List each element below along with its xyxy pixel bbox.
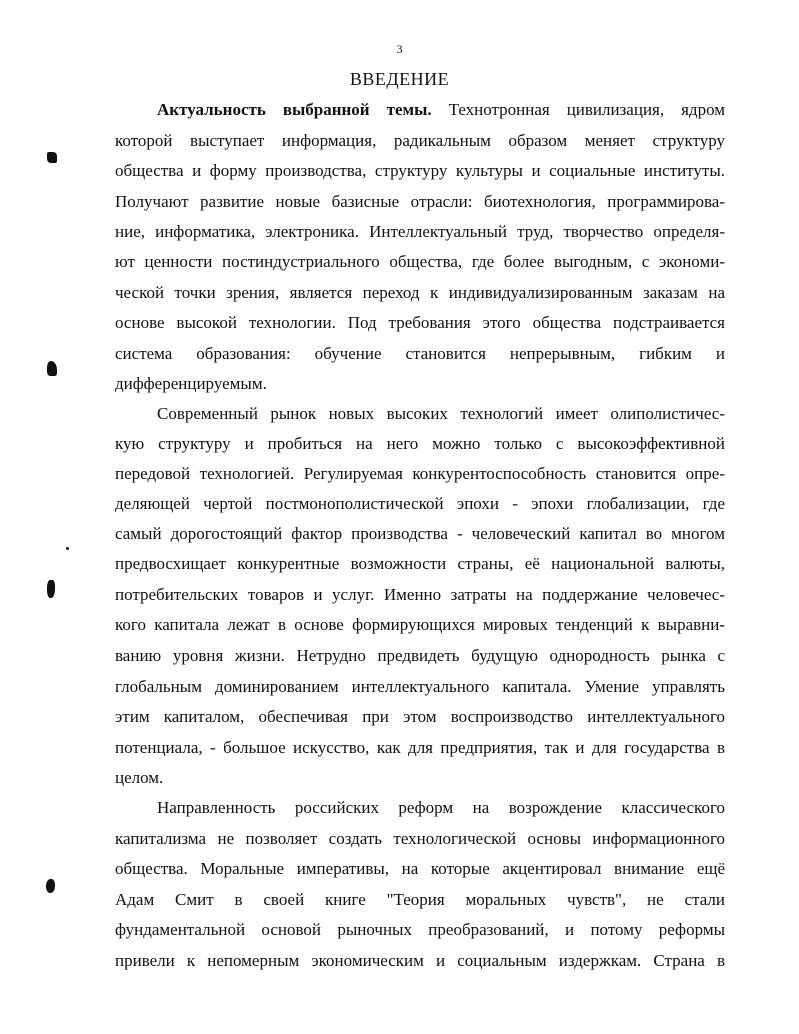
text-line: потребительских товаров и услуг. Именно затраты на поддержание человечес-: [115, 585, 725, 604]
text-line: этим капиталом, обеспечивая при этом воспроизводство интеллектуального: [115, 707, 725, 726]
text-line: деляющей чертой постмонополистической эпохи - эпохи глобализации, где: [115, 494, 725, 513]
text-line: ют ценности постиндустриального общества, где более выгодным, с экономи-: [115, 252, 725, 271]
text-line: которой выступает информация, радикальным образом меняет структуру: [115, 131, 725, 150]
text-line: глобальным доминированием интеллектуального капитала. Умение управлять: [115, 677, 725, 696]
text-line: привели к непомерным экономическим и социальным издержкам. Страна в: [115, 951, 725, 970]
text-line: ческой точки зрения, является переход к индивидуализированным заказам на: [115, 283, 725, 302]
text-line: Актуальность выбранной темы. Технотронная цивилизация, ядром: [157, 100, 725, 119]
text-line: кую структуру и пробиться на него можно только с высокоэффективной: [115, 434, 725, 453]
text-line: капитализма не позволяет создать технологической основы информационного: [115, 829, 725, 848]
scan-mark: [47, 580, 55, 598]
section-heading: Актуальность выбранной темы.: [157, 100, 432, 119]
text-line: дифференцируемым.: [115, 374, 267, 393]
text-line: самый дорогостоящий фактор производства - человеческий капитал во многом: [115, 524, 725, 543]
text-line: целом.: [115, 768, 164, 787]
text-line: Направленность российских реформ на возрождение классического: [157, 798, 725, 817]
text-line: Получают развитие новые базисные отрасли: биотехнология, программирова-: [115, 192, 725, 211]
scan-mark: [46, 879, 55, 893]
text-line: общества и форму производства, структуру культуры и социальные институты.: [115, 161, 725, 180]
scan-mark: [47, 152, 57, 163]
text-line: передовой технологией. Регулируемая конкурентоспособность становится опре-: [115, 464, 725, 483]
text-line: предвосхищает конкурентные возможности страны, её национальной валюты,: [115, 554, 725, 573]
text-line: ние, информатика, электроника. Интеллектуальный труд, творчество определя-: [115, 222, 725, 241]
text-line: общества. Моральные императивы, на которые акцентировал внимание ещё: [115, 859, 725, 878]
text-line: Современный рынок новых высоких технологий имеет олиполистичес-: [157, 404, 725, 423]
page-title: ВВЕДЕНИЕ: [349, 69, 450, 89]
text-line: ванию уровня жизни. Нетрудно предвидеть будущую однородность рынка с: [115, 646, 725, 665]
text-line: потенциала, - большое искусство, как для предприятия, так и для государства в: [115, 738, 725, 757]
text-line: Адам Смит в своей книге "Теория моральных чувств", не стали: [115, 890, 725, 909]
text-line: фундаментальной основой рыночных преобразований, и потому реформы: [115, 920, 725, 939]
text-line: основе высокой технологии. Под требования этого общества подстраивается: [115, 313, 725, 332]
page-number: 3: [396, 42, 403, 56]
text-line: система образования: обучение становится непрерывным, гибким и: [115, 344, 725, 363]
scan-mark: [47, 361, 57, 376]
text-line: кого капитала лежат в основе формирующихся мировых тенденций к выравни-: [115, 615, 725, 634]
scan-mark: [66, 547, 69, 550]
